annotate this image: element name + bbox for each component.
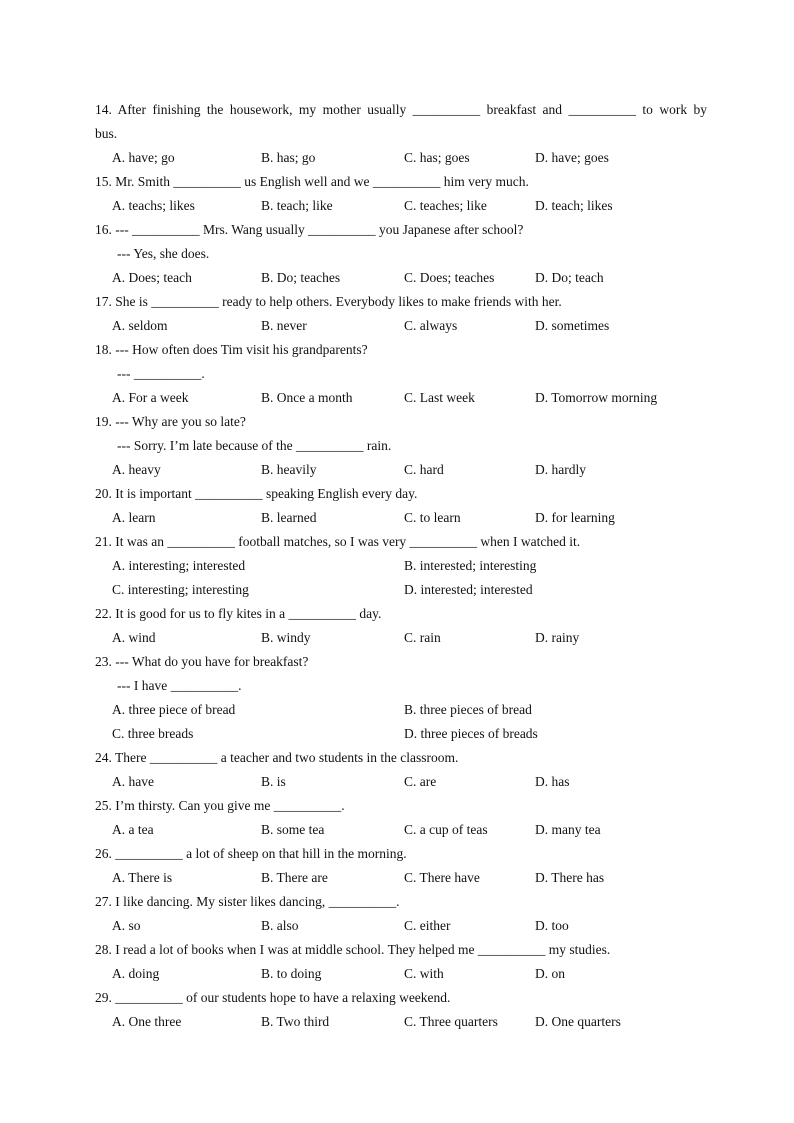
- option-d: D. too: [535, 918, 569, 933]
- question-23: [95, 650, 707, 746]
- option-a: A. interesting; interested: [112, 558, 246, 573]
- question-16: [95, 218, 707, 290]
- option-c: C. hard: [404, 462, 444, 477]
- option-b: B. never: [261, 318, 307, 333]
- question-15: [95, 170, 707, 218]
- question-stem: 29. __________ of our students hope to have a relaxing weekend.: [95, 990, 451, 1005]
- question-25: [95, 794, 707, 842]
- question-stem: 19. --- Why are you so late?: [95, 414, 246, 429]
- option-d: D. rainy: [535, 630, 580, 645]
- option-b: B. Do; teaches: [261, 270, 341, 285]
- question-stem: 24. There __________ a teacher and two students in the classroom.: [95, 750, 459, 765]
- option-c: C. either: [404, 918, 451, 933]
- option-a: A. For a week: [112, 390, 189, 405]
- question-17: [95, 290, 707, 338]
- option-b: B. has; go: [261, 150, 316, 165]
- option-a: A. have: [112, 774, 154, 789]
- option-c: C. always: [404, 318, 458, 333]
- option-d: D. many tea: [535, 822, 601, 837]
- question-stem: 16. --- __________ Mrs. Wang usually __________ you Japanese after school?: [95, 222, 524, 237]
- question-19: [95, 410, 707, 482]
- option-a: A. There is: [112, 870, 173, 885]
- option-c: C. teaches; like: [404, 198, 487, 213]
- option-c: C. interesting; interesting: [112, 582, 249, 597]
- options-row: [95, 914, 707, 938]
- option-a: A. seldom: [112, 318, 168, 333]
- option-c: C. Does; teaches: [404, 270, 495, 285]
- question-stem: 27. I like dancing. My sister likes dancing, __________.: [95, 894, 400, 909]
- dialog-reply: --- I have __________.: [117, 678, 242, 693]
- options-row: [95, 266, 707, 290]
- question-20: [95, 482, 707, 530]
- option-c: C. has; goes: [404, 150, 470, 165]
- question-stem: 23. --- What do you have for breakfast?: [95, 654, 309, 669]
- options-row: [95, 578, 707, 602]
- option-b: B. There are: [261, 870, 328, 885]
- option-c: C. There have: [404, 870, 480, 885]
- option-c: C. a cup of teas: [404, 822, 488, 837]
- option-c: C. Three quarters: [404, 1014, 498, 1029]
- option-d: D. three pieces of breads: [404, 726, 538, 741]
- option-d: D. on: [535, 966, 565, 981]
- option-b: B. three pieces of bread: [404, 702, 532, 717]
- option-d: D. hardly: [535, 462, 586, 477]
- option-b: B. heavily: [261, 462, 317, 477]
- option-a: A. doing: [112, 966, 160, 981]
- option-b: B. some tea: [261, 822, 325, 837]
- dialog-reply: --- Yes, she does.: [117, 246, 210, 261]
- option-a: A. three piece of bread: [112, 702, 236, 717]
- options-row: [95, 146, 707, 170]
- options-row: [95, 554, 707, 578]
- options-row: [95, 818, 707, 842]
- options-row: [95, 1010, 707, 1034]
- question-stem: 25. I’m thirsty. Can you give me __________.: [95, 798, 345, 813]
- question-18: [95, 338, 707, 410]
- option-b: B. Two third: [261, 1014, 330, 1029]
- options-row: [95, 458, 707, 482]
- options-row: [95, 626, 707, 650]
- question-26: [95, 842, 707, 890]
- question-stem: 14. After finishing the housework, my mother usually __________ breakfast and __________ to work by bus.: [95, 102, 707, 141]
- question-stem: 18. --- How often does Tim visit his grandparents?: [95, 342, 368, 357]
- option-a: A. learn: [112, 510, 156, 525]
- option-a: A. wind: [112, 630, 156, 645]
- option-a: A. Does; teach: [112, 270, 192, 285]
- option-b: B. also: [261, 918, 299, 933]
- option-d: D. has: [535, 774, 570, 789]
- question-stem: 15. Mr. Smith __________ us English well and we __________ him very much.: [95, 174, 529, 189]
- option-c: C. are: [404, 774, 437, 789]
- option-a: A. have; go: [112, 150, 175, 165]
- options-row: [95, 770, 707, 794]
- option-b: B. teach; like: [261, 198, 333, 213]
- option-d: D. Do; teach: [535, 270, 604, 285]
- option-b: B. is: [261, 774, 286, 789]
- option-b: B. windy: [261, 630, 311, 645]
- option-b: B. to doing: [261, 966, 322, 981]
- option-a: A. a tea: [112, 822, 154, 837]
- question-stem: 20. It is important __________ speaking English every day.: [95, 486, 418, 501]
- option-c: C. with: [404, 966, 444, 981]
- options-row: [95, 962, 707, 986]
- question-stem: 26. __________ a lot of sheep on that hill in the morning.: [95, 846, 407, 861]
- option-d: D. teach; likes: [535, 198, 613, 213]
- question-stem: 21. It was an __________ football matches, so I was very __________ when I watched it.: [95, 534, 581, 549]
- option-a: A. teachs; likes: [112, 198, 195, 213]
- dialog-reply: --- __________.: [117, 366, 205, 381]
- question-27: [95, 890, 707, 938]
- option-a: A. heavy: [112, 462, 161, 477]
- option-d: D. One quarters: [535, 1014, 621, 1029]
- options-row: [95, 698, 707, 722]
- question-24: [95, 746, 707, 794]
- option-b: B. interested; interesting: [404, 558, 537, 573]
- option-d: D. have; goes: [535, 150, 609, 165]
- option-d: D. for learning: [535, 510, 615, 525]
- options-row: [95, 722, 707, 746]
- option-b: B. Once a month: [261, 390, 353, 405]
- option-c: C. three breads: [112, 726, 194, 741]
- options-row: [95, 506, 707, 530]
- options-row: [95, 386, 707, 410]
- question-28: [95, 938, 707, 986]
- question-14: [95, 98, 707, 170]
- question-stem: 28. I read a lot of books when I was at middle school. They helped me __________ my studies.: [95, 942, 611, 957]
- option-c: C. rain: [404, 630, 441, 645]
- options-row: [95, 194, 707, 218]
- question-22: [95, 602, 707, 650]
- question-21: [95, 530, 707, 602]
- option-a: A. One three: [112, 1014, 182, 1029]
- question-stem: 17. She is __________ ready to help others. Everybody likes to make friends with her.: [95, 294, 562, 309]
- question-stem: 22. It is good for us to fly kites in a __________ day.: [95, 606, 382, 621]
- option-d: D. interested; interested: [404, 582, 533, 597]
- option-c: C. to learn: [404, 510, 461, 525]
- option-a: A. so: [112, 918, 141, 933]
- option-d: D. There has: [535, 870, 605, 885]
- option-d: D. sometimes: [535, 318, 610, 333]
- options-row: [95, 866, 707, 890]
- question-29: [95, 986, 707, 1034]
- dialog-reply: --- Sorry. I’m late because of the __________ rain.: [117, 438, 392, 453]
- option-d: D. Tomorrow morning: [535, 390, 658, 405]
- options-row: [95, 314, 707, 338]
- option-b: B. learned: [261, 510, 317, 525]
- option-c: C. Last week: [404, 390, 475, 405]
